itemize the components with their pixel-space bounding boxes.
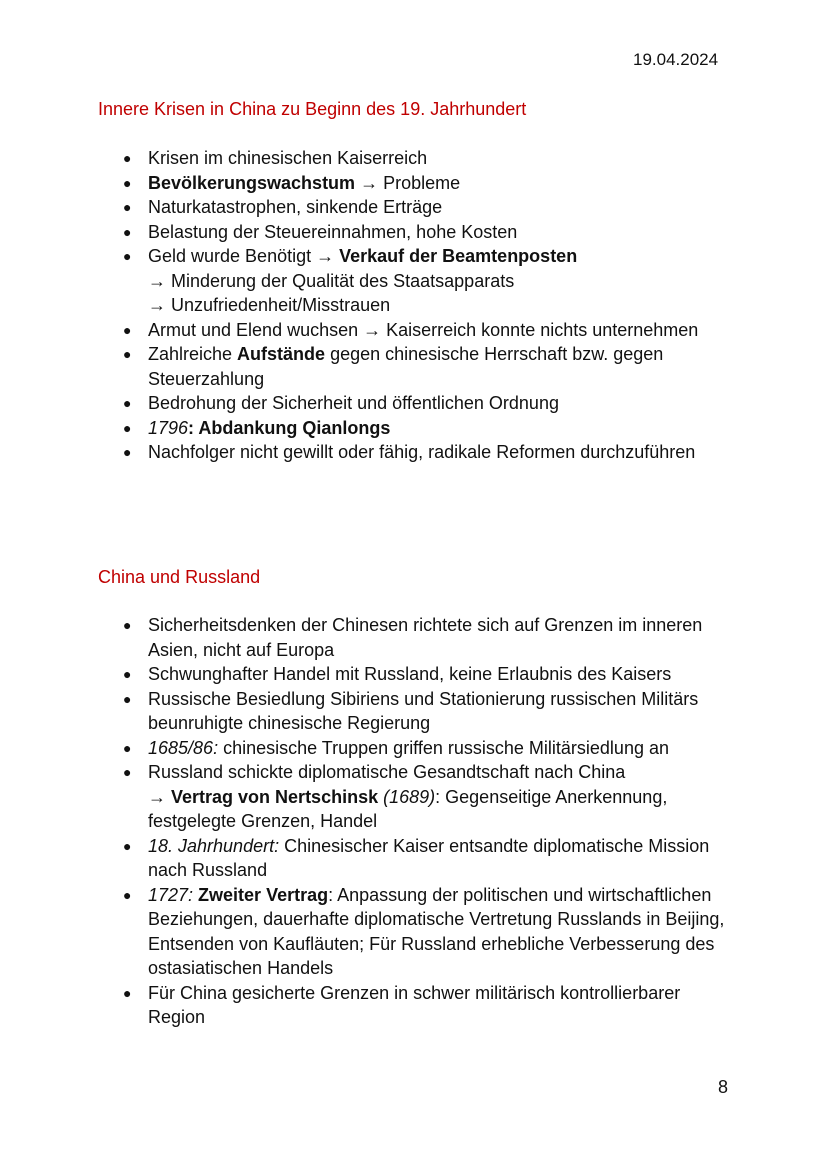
list-item: ● Russland schickte diplomatische Gesandtschaft nach China → Vertrag von Nertschinsk (1689): Gegenseitige Anerkennung, festgelegte Grenzen, Handel — [123, 762, 668, 831]
bullet-list-china-russia — [0, 613, 740, 1030]
bullet-list-inner-crises — [0, 146, 740, 465]
list-item: ● Armut und Elend wuchsen → Kaiserreich konnte nichts unternehmen — [0, 318, 740, 343]
list-item: ● 18. Jahrhundert: Chinesischer Kaiser entsandte diplomatische Mission nach Russland — [123, 835, 710, 880]
bullet-icon: ● — [123, 837, 132, 854]
bullet-icon: ● — [123, 666, 132, 682]
bullet-icon: ● — [123, 764, 132, 780]
list-item: ● Naturkatastrophen, sinkende Erträge — [0, 195, 740, 220]
bullet-icon: ● — [123, 248, 132, 264]
list-item: ● Zahlreiche Aufstände gegen chinesische Herrschaft bzw. gegen Steuerzahlung — [123, 344, 664, 389]
bullet-icon: ● — [123, 395, 132, 411]
list-item: ● Sicherheitsdenken der Chinesen richtete sich auf Grenzen im inneren Asien, nicht auf Europa — [123, 615, 703, 660]
list-item: ● Russische Besiedlung Sibiriens und Stationierung russischen Militärs beunruhigte chinesische Regierung — [123, 688, 699, 733]
bullet-icon: ● — [123, 984, 132, 1001]
document-date: 19.04.2024 — [633, 50, 719, 69]
bullet-icon: ● — [123, 886, 132, 903]
list-item: ● Bedrohung der Sicherheit und öffentlichen Ordnung — [0, 391, 740, 416]
list-item: ● 1685/86: chinesische Truppen griffen russische Militärsiedlung an — [0, 736, 740, 761]
bullet-icon: ● — [123, 444, 132, 460]
section-heading-inner-crises: Innere Krisen in China zu Beginn des 19. Jahrhundert — [98, 99, 527, 119]
list-item: ● 1727: Zweiter Vertrag: Anpassung der politischen und wirtschaftlichen Beziehungen, dauerhafte diplomatische Vertretung Russlands in Beijing, Entsenden von Kaufläuten; Für Russland erhebliche Verbesserung des ostasiatischen Handels — [123, 884, 725, 978]
list-item: ● Nachfolger nicht gewillt oder fähig, radikale Reformen durchzuführen — [0, 440, 740, 465]
bullet-icon: ● — [123, 346, 132, 362]
bullet-icon: ● — [123, 321, 132, 338]
section-heading-china-russia: China und Russland — [98, 567, 261, 587]
bullet-icon: ● — [123, 617, 132, 633]
bullet-icon: ● — [123, 690, 132, 707]
bullet-icon: ● — [123, 174, 132, 191]
bullet-icon: ● — [123, 223, 132, 240]
bullet-icon: ● — [123, 199, 132, 215]
bullet-icon: ● — [123, 150, 132, 166]
list-item: ● Bevölkerungswachstum → Probleme — [0, 171, 740, 196]
list-item: ● Geld wurde Benötigt → Verkauf der Beamtenposten → Minderung der Qualität des Staatsapparats → Unzufriedenheit/Misstrauen — [123, 246, 578, 315]
bullet-icon: ● — [123, 419, 132, 436]
page-number: 8 — [718, 1077, 729, 1097]
list-item: ● Belastung der Steuereinnahmen, hohe Kosten — [0, 220, 740, 245]
list-item: ● 1796: Abdankung Qianlongs — [0, 416, 740, 441]
list-item: ● Schwunghafter Handel mit Russland, keine Erlaubnis des Kaisers — [0, 662, 740, 687]
list-item: ● Für China gesicherte Grenzen in schwer militärisch kontrollierbarer Region — [123, 982, 681, 1027]
bullet-icon: ● — [123, 739, 132, 756]
list-item: ● Krisen im chinesischen Kaiserreich — [0, 146, 740, 171]
